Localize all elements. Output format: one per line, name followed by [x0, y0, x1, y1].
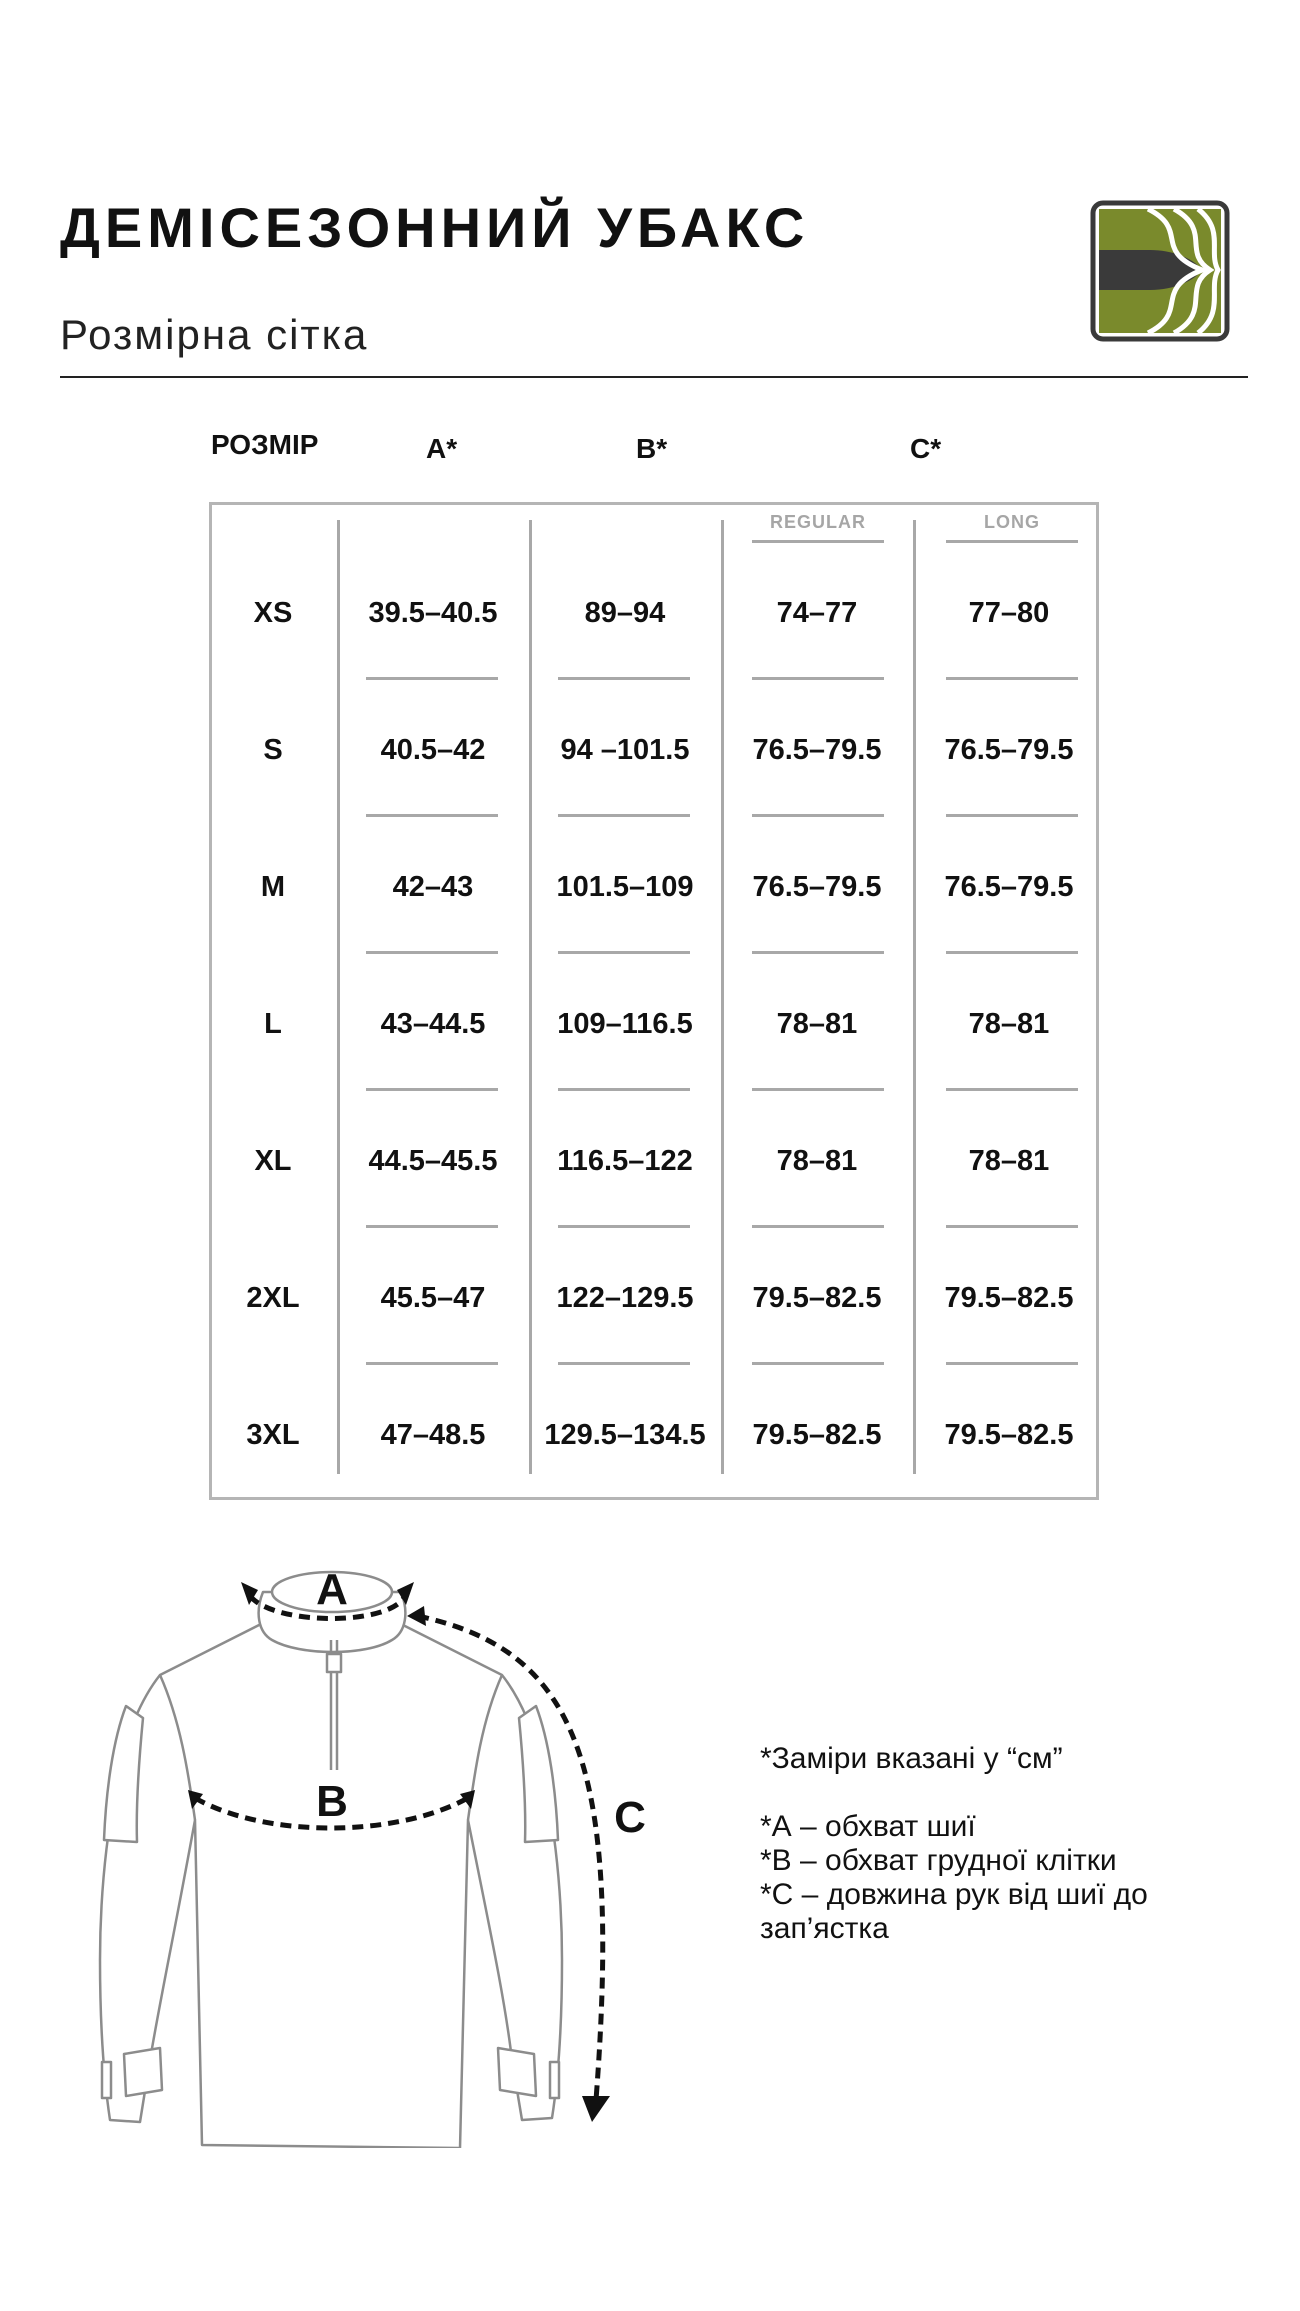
row-divider	[558, 951, 690, 954]
column-divider	[721, 520, 724, 1474]
column-divider	[529, 520, 532, 1474]
subheader-regular: REGULAR	[770, 512, 866, 532]
measurement-notes	[760, 1742, 1240, 1946]
size-table	[209, 502, 1099, 1500]
subheader-underline	[946, 540, 1078, 543]
table-cell-c-long: 78–81	[968, 1145, 1050, 1177]
table-cell-c-long: 78–81	[968, 1008, 1050, 1040]
brand-logo-icon	[1090, 200, 1230, 342]
table-cell-c-regular: 78–81	[776, 1008, 858, 1040]
row-divider	[558, 814, 690, 817]
row-divider	[946, 814, 1078, 817]
table-cell-b: 122–129.5	[556, 1282, 694, 1314]
subheader-long: LONG	[984, 512, 1040, 532]
row-divider	[366, 1225, 498, 1228]
row-divider	[366, 677, 498, 680]
table-cell-c-long: 79.5–82.5	[944, 1282, 1074, 1314]
table-cell-c-long: 76.5–79.5	[944, 871, 1074, 903]
row-divider	[366, 951, 498, 954]
row-divider	[752, 814, 884, 817]
column-divider	[913, 520, 916, 1474]
row-divider	[946, 1088, 1078, 1091]
table-cell-c-regular: 79.5–82.5	[752, 1419, 882, 1451]
size-label: L	[264, 1008, 282, 1040]
diagram-label-c: C	[614, 1793, 646, 1842]
note-a: *А – обхват шиї	[760, 1810, 976, 1843]
row-divider	[946, 677, 1078, 680]
row-divider	[752, 951, 884, 954]
table-cell-c-long: 77–80	[968, 597, 1050, 629]
note-units: *Заміри вказані у “см”	[760, 1742, 1063, 1775]
row-divider	[752, 1088, 884, 1091]
row-divider	[946, 951, 1078, 954]
row-divider	[558, 1225, 690, 1228]
row-divider	[366, 1088, 498, 1091]
diagram-label-a: A	[316, 1565, 348, 1614]
table-cell-a: 39.5–40.5	[368, 597, 498, 629]
table-cell-b: 116.5–122	[557, 1145, 693, 1177]
row-divider	[558, 1362, 690, 1365]
table-cell-c-long: 79.5–82.5	[944, 1419, 1074, 1451]
table-cell-b: 109–116.5	[557, 1008, 693, 1040]
header-b: В*	[636, 433, 668, 464]
jacket-outline-icon	[90, 1548, 650, 2148]
table-cell-a: 40.5–42	[380, 734, 486, 766]
note-b: *В – обхват грудної клітки	[760, 1844, 1117, 1877]
table-cell-c-long: 76.5–79.5	[944, 734, 1074, 766]
size-label: M	[260, 871, 286, 903]
header-a: А*	[426, 433, 458, 464]
header-c: С*	[910, 433, 942, 464]
row-divider	[946, 1362, 1078, 1365]
page-subtitle: Розмірна сітка	[60, 311, 369, 358]
subheader-underline	[752, 540, 884, 543]
diagram-label-b: B	[316, 1777, 348, 1826]
row-divider	[558, 677, 690, 680]
table-cell-b: 89–94	[584, 597, 666, 629]
table-cell-c-regular: 76.5–79.5	[752, 871, 882, 903]
header-size: РОЗМІР	[211, 429, 319, 460]
page-title: ДЕМІСЕЗОННИЙ УБАКС	[60, 196, 810, 259]
row-divider	[946, 1225, 1078, 1228]
table-cell-c-regular: 76.5–79.5	[752, 734, 882, 766]
size-label: 2XL	[246, 1282, 300, 1314]
table-cell-b: 129.5–134.5	[544, 1419, 706, 1451]
title-divider	[60, 376, 1248, 378]
row-divider	[752, 677, 884, 680]
row-divider	[752, 1362, 884, 1365]
size-label: XS	[253, 597, 293, 629]
size-label: XL	[254, 1145, 292, 1177]
row-divider	[366, 1362, 498, 1365]
column-divider	[337, 520, 340, 1474]
size-label: 3XL	[246, 1419, 300, 1451]
table-cell-a: 45.5–47	[380, 1282, 486, 1314]
table-cell-a: 44.5–45.5	[368, 1145, 498, 1177]
table-cell-a: 43–44.5	[380, 1008, 486, 1040]
table-cell-a: 47–48.5	[380, 1419, 486, 1451]
table-cell-c-regular: 79.5–82.5	[752, 1282, 882, 1314]
row-divider	[558, 1088, 690, 1091]
table-cell-c-regular: 74–77	[776, 597, 858, 629]
table-cell-a: 42–43	[392, 871, 474, 903]
table-cell-b: 94 –101.5	[560, 734, 690, 766]
row-divider	[366, 814, 498, 817]
table-cell-c-regular: 78–81	[776, 1145, 858, 1177]
size-label: S	[263, 734, 283, 766]
row-divider	[752, 1225, 884, 1228]
table-cell-b: 101.5–109	[556, 871, 694, 903]
note-c: *С – довжина рук від шиї до зап’ястка	[760, 1878, 1148, 1945]
